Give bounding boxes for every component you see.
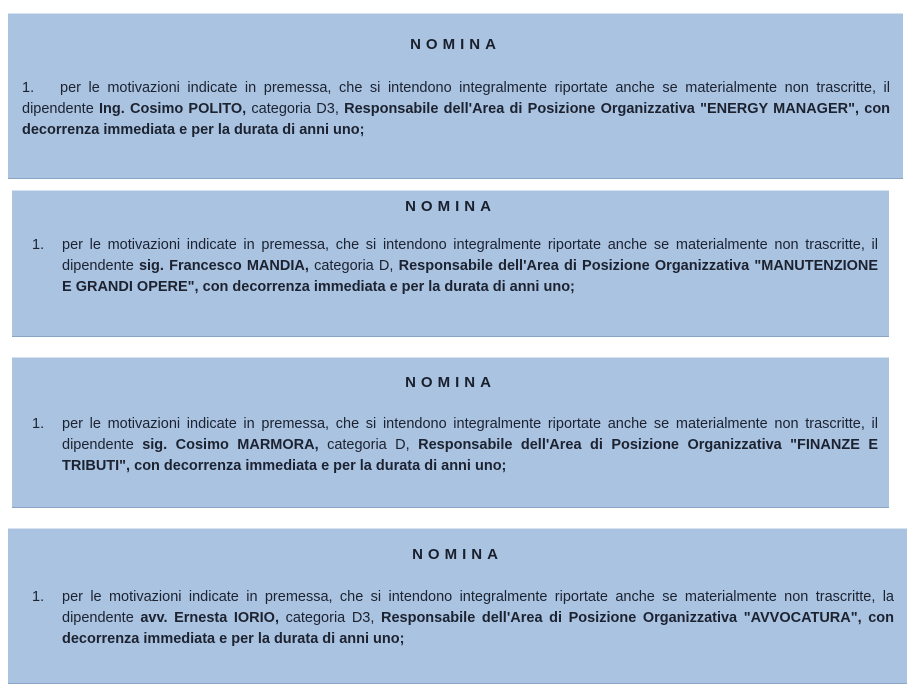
nomina-excerpt-1	[8, 13, 903, 179]
clause-text	[62, 235, 878, 298]
appointee-role: Responsabile dell'Area di Posizione Organizzativa "ENERGY MANAGER",	[344, 101, 859, 117]
appointee-role: Responsabile dell'Area di Posizione Organizzativa "MANUTENZIONE E GRANDI OPERE",	[62, 258, 879, 295]
appointee-category: categoria D,	[314, 258, 394, 274]
clause-number: 1.	[32, 416, 45, 432]
numbered-clause	[32, 587, 894, 650]
clause-tail: con decorrenza immediata e per la durata di anni uno;	[22, 101, 891, 138]
appointee-role: Responsabile dell'Area di Posizione Organizzativa "FINANZE E TRIBUTI",	[62, 437, 879, 474]
excerpt-heading: NOMINA	[405, 198, 496, 215]
clause-number: 1.	[22, 80, 35, 96]
clause-text	[62, 587, 894, 650]
clause-tail: con decorrenza immediata e per la durata di anni uno;	[202, 279, 575, 295]
appointee-name: sig. Cosimo MARMORA,	[142, 437, 319, 453]
clause-number: 1.	[32, 589, 45, 605]
clause-intro: per le motivazioni indicate in premessa, che si intendono integralmente riportate anche se materialmente non trascritte, il dipendente	[62, 237, 878, 274]
clause-intro: per le motivazioni indicate in premessa, che si intendono integralmente riportate anche se materialmente non trascritte, il dipendente	[22, 80, 890, 117]
nomina-excerpt-3	[12, 357, 889, 508]
clause-text	[62, 414, 878, 477]
appointee-category: categoria D3,	[285, 610, 375, 626]
nomina-excerpt-2	[12, 190, 889, 337]
excerpt-heading: NOMINA	[405, 374, 496, 391]
numbered-clause	[32, 414, 878, 477]
appointee-role: Responsabile dell'Area di Posizione Organizzativa "AVVOCATURA",	[380, 610, 862, 626]
appointee-category: categoria D,	[327, 437, 410, 453]
appointee-name: sig. Francesco MANDIA,	[138, 258, 309, 274]
clause-intro: per le motivazioni indicate in premessa, che si intendono integralmente riportate anche se materialmente non trascritte, il dipendente	[62, 416, 878, 453]
appointee-name: avv. Ernesta IORIO,	[140, 610, 279, 626]
numbered-clause	[32, 235, 878, 298]
clause-number: 1.	[32, 237, 45, 253]
numbered-clause	[22, 78, 890, 141]
appointee-category: categoria D3,	[251, 101, 339, 117]
clause-text	[22, 78, 890, 141]
nomina-excerpt-4	[8, 528, 907, 684]
excerpt-heading: NOMINA	[412, 546, 503, 563]
clause-intro: per le motivazioni indicate in premessa, che si intendono integralmente riportate anche se materialmente non trascritte, la dipendente	[62, 589, 894, 626]
clause-tail: con decorrenza immediata e per la durata di anni uno;	[134, 458, 507, 474]
appointee-name: Ing. Cosimo POLITO,	[99, 101, 247, 117]
clause-tail: con decorrenza immediata e per la durata di anni uno;	[62, 610, 895, 647]
excerpt-heading: NOMINA	[410, 36, 501, 53]
